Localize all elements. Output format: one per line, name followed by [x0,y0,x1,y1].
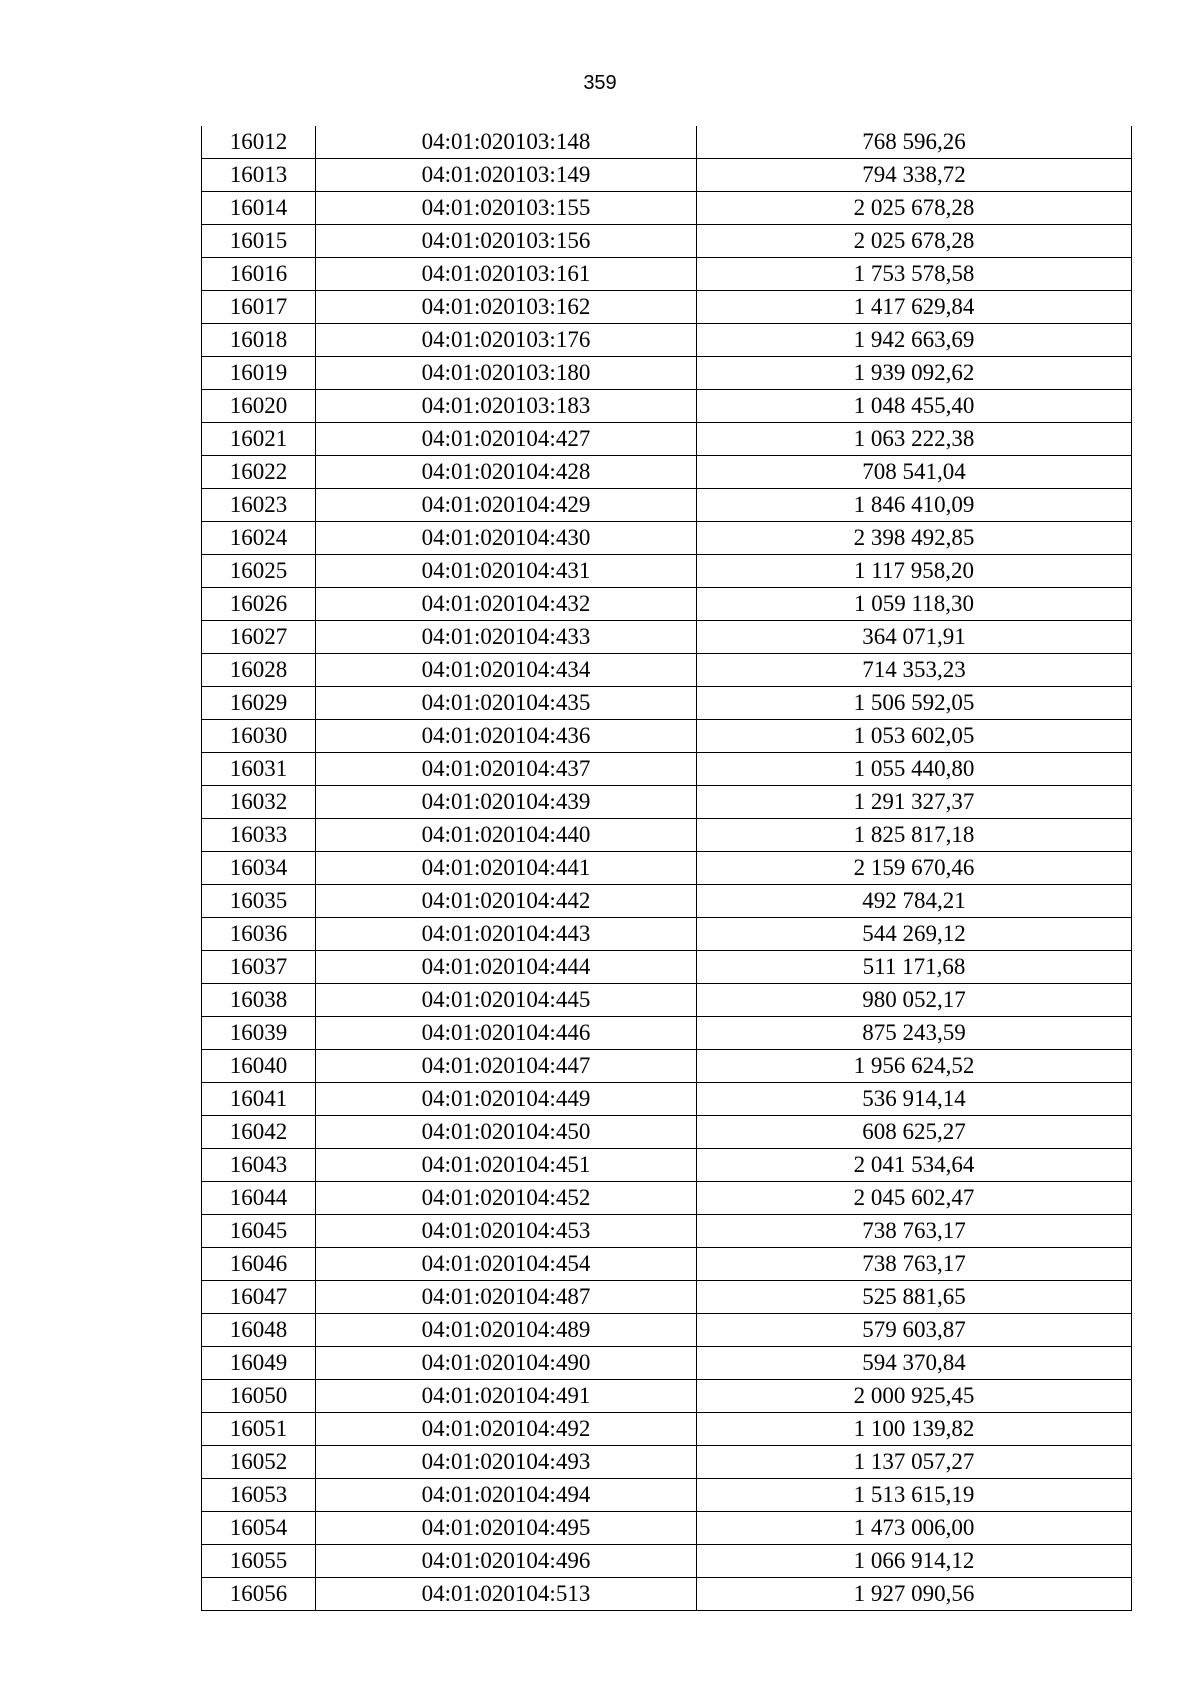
table-row [202,324,1132,357]
row-number-cell: 16035 [202,885,316,918]
cadastral-number-cell: 04:01:020104:447 [316,1050,697,1083]
row-number-cell: 16043 [202,1149,316,1182]
row-number-cell: 16018 [202,324,316,357]
cadastral-number-cell: 04:01:020104:427 [316,423,697,456]
cadastral-number-cell: 04:01:020104:454 [316,1248,697,1281]
row-number-cell: 16047 [202,1281,316,1314]
cadastral-number-cell: 04:01:020104:441 [316,852,697,885]
cadastral-number-cell: 04:01:020104:487 [316,1281,697,1314]
row-number-cell: 16040 [202,1050,316,1083]
cadastral-value-cell: 1 927 090,56 [697,1578,1132,1611]
cadastral-value-cell: 1 063 222,38 [697,423,1132,456]
table-row [202,885,1132,918]
row-number-cell: 16015 [202,225,316,258]
table-row [202,918,1132,951]
cadastral-number-cell: 04:01:020104:496 [316,1545,697,1578]
table-row [202,489,1132,522]
table-row [202,621,1132,654]
table-row [202,588,1132,621]
cadastral-number-cell: 04:01:020104:495 [316,1512,697,1545]
cadastral-value-cell: 768 596,26 [697,126,1132,159]
table-row [202,1446,1132,1479]
row-number-cell: 16044 [202,1182,316,1215]
cadastral-number-cell: 04:01:020104:442 [316,885,697,918]
row-number-cell: 16026 [202,588,316,621]
table-row [202,1578,1132,1611]
cadastral-number-cell: 04:01:020103:148 [316,126,697,159]
cadastral-number-cell: 04:01:020104:445 [316,984,697,1017]
cadastral-value-cell: 1 753 578,58 [697,258,1132,291]
cadastral-value-cell: 1 417 629,84 [697,291,1132,324]
cadastral-number-cell: 04:01:020104:440 [316,819,697,852]
table-row [202,1017,1132,1050]
cadastral-value-cell: 1 942 663,69 [697,324,1132,357]
cadastral-value-cell: 738 763,17 [697,1248,1132,1281]
cadastral-number-cell: 04:01:020103:180 [316,357,697,390]
table-row [202,1413,1132,1446]
cadastral-value-cell: 1 956 624,52 [697,1050,1132,1083]
row-number-cell: 16017 [202,291,316,324]
table-row [202,687,1132,720]
table-row [202,1149,1132,1182]
table-row [202,951,1132,984]
row-number-cell: 16023 [202,489,316,522]
cadastral-number-cell: 04:01:020104:439 [316,786,697,819]
cadastral-number-cell: 04:01:020104:491 [316,1380,697,1413]
cadastral-value-cell: 2 045 602,47 [697,1182,1132,1215]
cadastral-number-cell: 04:01:020104:453 [316,1215,697,1248]
row-number-cell: 16036 [202,918,316,951]
cadastral-number-cell: 04:01:020104:494 [316,1479,697,1512]
row-number-cell: 16025 [202,555,316,588]
cadastral-value-cell: 1 059 118,30 [697,588,1132,621]
cadastral-value-cell: 1 939 092,62 [697,357,1132,390]
table-row [202,1380,1132,1413]
row-number-cell: 16021 [202,423,316,456]
table-row [202,819,1132,852]
table-row [202,1116,1132,1149]
row-number-cell: 16019 [202,357,316,390]
cadastral-number-cell: 04:01:020104:492 [316,1413,697,1446]
cadastral-value-cell: 511 171,68 [697,951,1132,984]
table-row [202,1479,1132,1512]
row-number-cell: 16055 [202,1545,316,1578]
cadastral-number-cell: 04:01:020104:437 [316,753,697,786]
row-number-cell: 16054 [202,1512,316,1545]
cadastral-number-cell: 04:01:020103:155 [316,192,697,225]
row-number-cell: 16033 [202,819,316,852]
row-number-cell: 16014 [202,192,316,225]
row-number-cell: 16031 [202,753,316,786]
row-number-cell: 16045 [202,1215,316,1248]
row-number-cell: 16048 [202,1314,316,1347]
table-row [202,984,1132,1017]
cadastral-number-cell: 04:01:020103:156 [316,225,697,258]
table-row [202,654,1132,687]
cadastral-value-table [201,126,1132,1611]
row-number-cell: 16042 [202,1116,316,1149]
row-number-cell: 16029 [202,687,316,720]
row-number-cell: 16037 [202,951,316,984]
cadastral-number-cell: 04:01:020103:162 [316,291,697,324]
table-row [202,1347,1132,1380]
cadastral-value-cell: 579 603,87 [697,1314,1132,1347]
cadastral-value-cell: 1 100 139,82 [697,1413,1132,1446]
cadastral-value-cell: 1 137 057,27 [697,1446,1132,1479]
cadastral-value-cell: 708 541,04 [697,456,1132,489]
table-row [202,1215,1132,1248]
cadastral-value-cell: 2 025 678,28 [697,192,1132,225]
cadastral-value-cell: 1 055 440,80 [697,753,1132,786]
row-number-cell: 16020 [202,390,316,423]
cadastral-number-cell: 04:01:020104:451 [316,1149,697,1182]
table-row [202,1545,1132,1578]
cadastral-number-cell: 04:01:020104:429 [316,489,697,522]
cadastral-number-cell: 04:01:020104:449 [316,1083,697,1116]
cadastral-number-cell: 04:01:020104:443 [316,918,697,951]
table-row [202,258,1132,291]
table-row [202,1248,1132,1281]
cadastral-value-cell: 2 000 925,45 [697,1380,1132,1413]
cadastral-value-cell: 2 159 670,46 [697,852,1132,885]
row-number-cell: 16034 [202,852,316,885]
cadastral-number-cell: 04:01:020104:444 [316,951,697,984]
table-row [202,1083,1132,1116]
cadastral-number-cell: 04:01:020103:149 [316,159,697,192]
row-number-cell: 16050 [202,1380,316,1413]
cadastral-number-cell: 04:01:020104:432 [316,588,697,621]
row-number-cell: 16053 [202,1479,316,1512]
row-number-cell: 16038 [202,984,316,1017]
table-body [202,126,1132,1611]
cadastral-value-cell: 714 353,23 [697,654,1132,687]
row-number-cell: 16049 [202,1347,316,1380]
cadastral-number-cell: 04:01:020104:493 [316,1446,697,1479]
table-row [202,1182,1132,1215]
row-number-cell: 16056 [202,1578,316,1611]
cadastral-number-cell: 04:01:020104:431 [316,555,697,588]
row-number-cell: 16030 [202,720,316,753]
cadastral-value-cell: 1 473 006,00 [697,1512,1132,1545]
cadastral-number-cell: 04:01:020104:450 [316,1116,697,1149]
cadastral-value-cell: 980 052,17 [697,984,1132,1017]
table-row [202,423,1132,456]
cadastral-number-cell: 04:01:020103:183 [316,390,697,423]
row-number-cell: 16052 [202,1446,316,1479]
table-row [202,1050,1132,1083]
table-row [202,1512,1132,1545]
row-number-cell: 16046 [202,1248,316,1281]
table-row [202,390,1132,423]
table-row [202,225,1132,258]
row-number-cell: 16032 [202,786,316,819]
cadastral-value-cell: 525 881,65 [697,1281,1132,1314]
row-number-cell: 16012 [202,126,316,159]
cadastral-value-cell: 1 506 592,05 [697,687,1132,720]
cadastral-value-cell: 738 763,17 [697,1215,1132,1248]
cadastral-number-cell: 04:01:020104:435 [316,687,697,720]
table-row [202,555,1132,588]
cadastral-value-cell: 2 041 534,64 [697,1149,1132,1182]
cadastral-number-cell: 04:01:020104:436 [316,720,697,753]
cadastral-value-cell: 536 914,14 [697,1083,1132,1116]
row-number-cell: 16027 [202,621,316,654]
cadastral-number-cell: 04:01:020104:452 [316,1182,697,1215]
cadastral-number-cell: 04:01:020104:434 [316,654,697,687]
cadastral-value-cell: 794 338,72 [697,159,1132,192]
cadastral-value-cell: 1 825 817,18 [697,819,1132,852]
table-row [202,456,1132,489]
cadastral-value-cell: 1 053 602,05 [697,720,1132,753]
table-row [202,522,1132,555]
cadastral-value-cell: 1 291 327,37 [697,786,1132,819]
cadastral-value-cell: 594 370,84 [697,1347,1132,1380]
cadastral-value-cell: 2 025 678,28 [697,225,1132,258]
cadastral-value-cell: 1 117 958,20 [697,555,1132,588]
row-number-cell: 16051 [202,1413,316,1446]
cadastral-number-cell: 04:01:020104:430 [316,522,697,555]
cadastral-number-cell: 04:01:020104:490 [316,1347,697,1380]
row-number-cell: 16041 [202,1083,316,1116]
table-row [202,126,1132,159]
cadastral-value-cell: 544 269,12 [697,918,1132,951]
table-row [202,1314,1132,1347]
table-row [202,1281,1132,1314]
cadastral-value-cell: 875 243,59 [697,1017,1132,1050]
row-number-cell: 16013 [202,159,316,192]
row-number-cell: 16039 [202,1017,316,1050]
row-number-cell: 16022 [202,456,316,489]
table-row [202,291,1132,324]
table-row [202,852,1132,885]
table-row [202,357,1132,390]
cadastral-number-cell: 04:01:020103:176 [316,324,697,357]
cadastral-value-cell: 2 398 492,85 [697,522,1132,555]
row-number-cell: 16028 [202,654,316,687]
table-row [202,159,1132,192]
cadastral-number-cell: 04:01:020104:446 [316,1017,697,1050]
row-number-cell: 16024 [202,522,316,555]
cadastral-number-cell: 04:01:020104:489 [316,1314,697,1347]
row-number-cell: 16016 [202,258,316,291]
cadastral-value-cell: 364 071,91 [697,621,1132,654]
cadastral-value-cell: 1 048 455,40 [697,390,1132,423]
cadastral-number-cell: 04:01:020103:161 [316,258,697,291]
table-row [202,786,1132,819]
page-number: 359 [583,72,617,94]
cadastral-value-cell: 1 066 914,12 [697,1545,1132,1578]
cadastral-value-cell: 1 846 410,09 [697,489,1132,522]
table-row [202,720,1132,753]
cadastral-number-cell: 04:01:020104:433 [316,621,697,654]
cadastral-value-cell: 1 513 615,19 [697,1479,1132,1512]
table-row [202,753,1132,786]
cadastral-number-cell: 04:01:020104:513 [316,1578,697,1611]
cadastral-number-cell: 04:01:020104:428 [316,456,697,489]
cadastral-value-cell: 492 784,21 [697,885,1132,918]
table-row [202,192,1132,225]
cadastral-value-cell: 608 625,27 [697,1116,1132,1149]
